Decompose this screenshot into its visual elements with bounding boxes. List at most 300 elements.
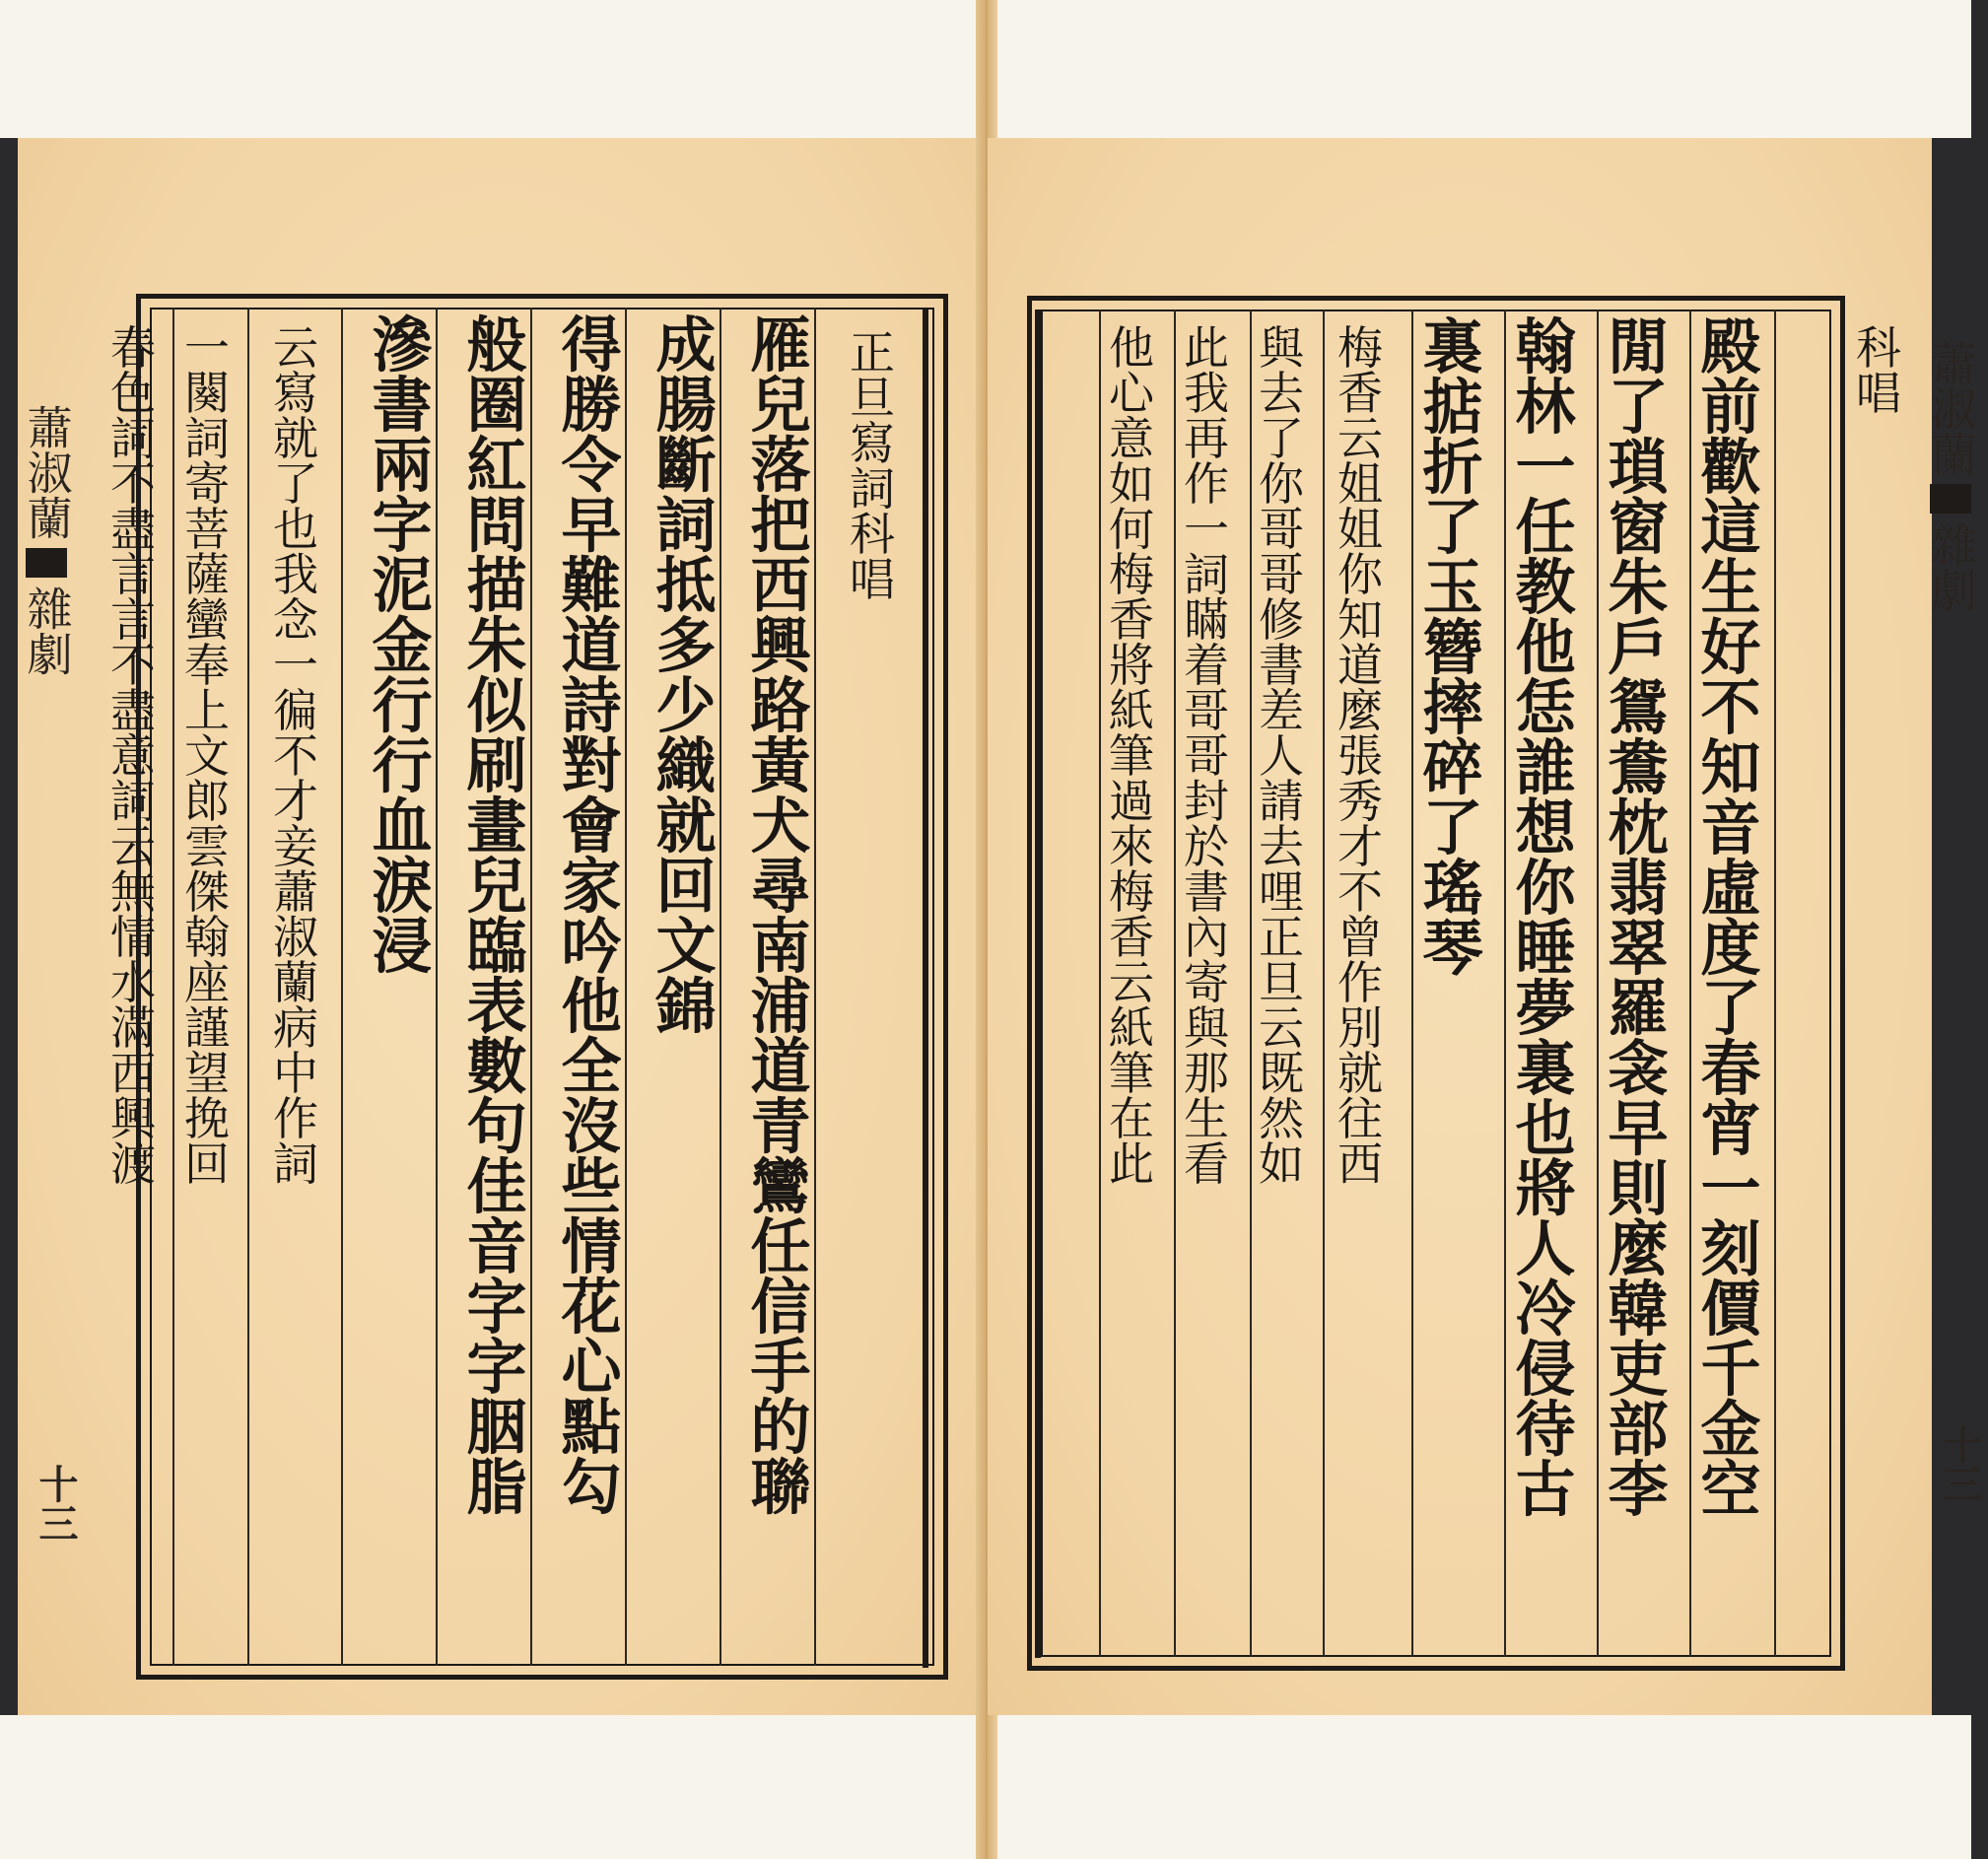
glyph: 正	[1259, 911, 1316, 964]
glyph: 哥	[1259, 548, 1316, 601]
glyph: 在	[1109, 1092, 1166, 1145]
glyph: 臨	[466, 912, 533, 982]
glyph: 沒	[561, 1092, 628, 1162]
text-column	[1597, 312, 1685, 1525]
glyph: 了	[1422, 793, 1489, 863]
column-rule	[1174, 310, 1176, 1657]
glyph: 錦	[655, 972, 722, 1042]
glyph: 一	[1184, 503, 1241, 556]
glyph: 旦	[1259, 956, 1316, 1009]
glyph: 恁	[1515, 673, 1582, 743]
spine-genre-text: 雜劇	[1924, 521, 1978, 612]
glyph: 韓	[1608, 1274, 1675, 1344]
text-column	[104, 321, 173, 1191]
glyph: 才	[273, 775, 330, 828]
glyph: 心	[561, 1333, 628, 1403]
glyph: 脂	[466, 1453, 533, 1523]
glyph: 意	[110, 729, 168, 783]
glyph: 色	[110, 367, 168, 420]
glyph: 挽	[184, 1092, 241, 1145]
glyph: 碎	[1422, 733, 1489, 803]
glyph: 雁	[750, 310, 817, 380]
glyph: 回	[184, 1137, 241, 1191]
glyph: 唱	[1856, 367, 1913, 420]
left-page-number: 十三	[33, 1464, 79, 1543]
right-spine-title	[1926, 340, 1976, 612]
text-column	[645, 310, 733, 1042]
glyph: 閒	[1608, 312, 1675, 382]
glyph: 任	[1515, 493, 1582, 563]
glyph: 曾	[1337, 911, 1395, 964]
glyph: 不	[110, 457, 168, 511]
glyph: 成	[655, 310, 722, 380]
glyph: 斷	[655, 431, 722, 501]
glyph: 抵	[655, 551, 722, 621]
glyph: 何	[1109, 503, 1166, 556]
glyph: 信	[750, 1273, 817, 1343]
glyph: 得	[561, 310, 628, 380]
glyph: 花	[561, 1273, 628, 1343]
glyph: 他	[1109, 321, 1166, 375]
column-rule	[1099, 310, 1101, 1657]
glyph: 玉	[1422, 553, 1489, 623]
glyph: 紅	[466, 431, 533, 501]
glyph: 西	[1337, 1137, 1395, 1191]
glyph: 前	[1700, 373, 1767, 443]
glyph: 姐	[1337, 503, 1395, 556]
glyph: 不	[273, 729, 330, 783]
glyph: 人	[1259, 729, 1316, 783]
glyph: 你	[1515, 854, 1582, 924]
glyph: 黃	[750, 731, 817, 801]
glyph: 中	[273, 1047, 330, 1100]
glyph: 數	[466, 1032, 533, 1102]
text-column	[1411, 312, 1500, 984]
glyph: 侵	[1515, 1335, 1582, 1405]
glyph: 哥	[1259, 503, 1316, 556]
glyph: 春	[110, 321, 168, 375]
glyph: 空	[1700, 1455, 1767, 1525]
glyph: 我	[273, 548, 330, 601]
glyph: 詞	[1184, 548, 1241, 601]
glyph: 尋	[750, 852, 817, 922]
glyph: 般	[466, 310, 533, 380]
glyph: 會	[561, 792, 628, 861]
glyph: 如	[1259, 1137, 1316, 1191]
glyph: 兩	[372, 431, 439, 501]
glyph: 文	[655, 912, 722, 982]
glyph: 行	[372, 671, 439, 741]
glyph: 回	[655, 852, 722, 922]
glyph: 別	[1337, 1001, 1395, 1055]
glyph: 掂	[1422, 373, 1489, 443]
glyph: 梅	[1109, 865, 1166, 919]
glyph: 着	[1184, 639, 1241, 692]
glyph: 妾	[273, 820, 330, 873]
glyph: 少	[655, 671, 722, 741]
glyph: 羅	[1608, 974, 1675, 1044]
glyph: 金	[372, 611, 439, 681]
glyph: 一	[184, 321, 241, 375]
glyph: 教	[1515, 553, 1582, 623]
glyph: 似	[466, 671, 533, 741]
glyph: 一	[273, 639, 330, 692]
glyph: 金	[1700, 1395, 1767, 1465]
glyph: 內	[1184, 911, 1241, 964]
glyph: 望	[184, 1047, 241, 1100]
glyph: 於	[1184, 820, 1241, 873]
glyph: 裏	[1515, 1034, 1582, 1104]
glyph: 早	[1608, 1094, 1675, 1164]
glyph: 既	[1259, 1047, 1316, 1100]
glyph: 早	[561, 491, 628, 561]
glyph: 詞	[273, 1137, 330, 1191]
glyph: 雲	[184, 820, 241, 873]
glyph: 胭	[466, 1393, 533, 1463]
glyph: 畫	[466, 792, 533, 861]
glyph: 不	[1337, 865, 1395, 919]
glyph: 無	[110, 865, 168, 919]
glyph: 圈	[466, 371, 533, 441]
glyph: 道	[750, 1032, 817, 1102]
glyph: 作	[1184, 457, 1241, 511]
left-spine-title	[22, 404, 72, 676]
text-column	[739, 310, 828, 1523]
glyph: 姐	[1337, 457, 1395, 511]
glyph: 夢	[1515, 974, 1582, 1044]
glyph: 請	[1259, 775, 1316, 828]
glyph: 往	[1337, 1092, 1395, 1145]
glyph: 薩	[184, 548, 241, 601]
glyph: 簪	[1422, 613, 1489, 683]
glyph: 了	[1422, 493, 1489, 563]
glyph: 文	[184, 729, 241, 783]
glyph: 筆	[1109, 729, 1166, 783]
glyph: 睡	[1515, 914, 1582, 984]
glyph: 正	[850, 326, 907, 379]
glyph: 鸞	[750, 1152, 817, 1222]
glyph: 云	[1109, 956, 1166, 1009]
glyph: 任	[750, 1212, 817, 1282]
glyph: 血	[372, 792, 439, 861]
glyph: 翰	[184, 911, 241, 964]
glyph: 意	[1109, 412, 1166, 465]
spine-genre-text: 雜劇	[20, 585, 74, 676]
glyph: 道	[1337, 639, 1395, 692]
glyph: 西	[750, 551, 817, 621]
glyph: 這	[1700, 493, 1767, 563]
glyph: 生	[1184, 1092, 1241, 1145]
spine-title-text: 蕭淑蘭	[20, 404, 74, 540]
glyph: 渡	[110, 1137, 168, 1191]
glyph: 則	[1608, 1154, 1675, 1224]
glyph: 郎	[184, 775, 241, 828]
glyph: 興	[110, 1092, 168, 1145]
glyph: 此	[1184, 321, 1241, 375]
glyph: 殿	[1700, 312, 1767, 382]
glyph: 朱	[1608, 553, 1675, 623]
glyph: 與	[1184, 1001, 1241, 1055]
glyph: 問	[466, 491, 533, 561]
glyph: 盡	[110, 503, 168, 556]
glyph: 字	[466, 1273, 533, 1343]
glyph: 表	[466, 972, 533, 1042]
glyph: 腸	[655, 371, 722, 441]
glyph: 香	[1109, 593, 1166, 647]
right-page	[988, 138, 1983, 1715]
glyph: 手	[750, 1333, 817, 1403]
glyph: 虛	[1700, 854, 1767, 924]
glyph: 詩	[561, 671, 628, 741]
glyph: 勝	[561, 371, 628, 441]
glyph: 將	[1515, 1154, 1582, 1224]
glyph: 詞	[184, 412, 241, 465]
glyph: 將	[1109, 639, 1166, 692]
glyph: 行	[372, 731, 439, 801]
glyph: 翡	[1608, 854, 1675, 924]
glyph: 蠻	[184, 593, 241, 647]
glyph: 了	[1700, 974, 1767, 1044]
glyph: 摔	[1422, 673, 1489, 743]
glyph: 琴	[1422, 914, 1489, 984]
glyph: 想	[1515, 793, 1582, 863]
text-column	[550, 310, 639, 1523]
glyph: 寫	[273, 367, 330, 420]
glyph: 淑	[273, 911, 330, 964]
text-column	[1504, 312, 1593, 1525]
glyph: 梅	[1337, 321, 1395, 375]
glyph: 全	[561, 1032, 628, 1102]
glyph: 作	[1337, 956, 1395, 1009]
glyph: 徧	[273, 684, 330, 737]
glyph: 些	[561, 1152, 628, 1222]
glyph: 宵	[1700, 1094, 1767, 1164]
text-column	[1327, 321, 1405, 1191]
glyph: 鴦	[1608, 733, 1675, 803]
glyph: 香	[1109, 911, 1166, 964]
glyph: 翰	[1515, 312, 1582, 382]
glyph: 織	[655, 731, 722, 801]
glyph: 句	[466, 1092, 533, 1162]
right-fishtail-bar	[1035, 310, 1041, 1658]
glyph: 李	[1608, 1455, 1675, 1525]
glyph: 落	[750, 431, 817, 501]
glyph: 詞	[850, 462, 907, 516]
glyph: 闋	[184, 367, 241, 420]
glyph: 歡	[1700, 433, 1767, 503]
glyph: 秀	[1337, 775, 1395, 828]
text-column	[844, 326, 913, 606]
glyph: 言	[110, 593, 168, 647]
glyph: 座	[184, 956, 241, 1009]
glyph: 字	[466, 1333, 533, 1403]
left-fishtail-bar	[923, 308, 928, 1668]
glyph: 音	[466, 1212, 533, 1282]
glyph: 林	[1515, 373, 1582, 443]
glyph: 去	[1259, 367, 1316, 420]
glyph: 謹	[184, 1001, 241, 1055]
glyph: 犬	[750, 792, 817, 861]
glyph: 對	[561, 731, 628, 801]
glyph: 過	[1109, 775, 1166, 828]
text-column	[361, 310, 449, 982]
glyph: 科	[850, 508, 907, 561]
glyph: 如	[1109, 457, 1166, 511]
glyph: 裏	[1422, 312, 1489, 382]
glyph: 傑	[184, 865, 241, 919]
glyph: 哩	[1259, 865, 1316, 919]
glyph: 浦	[750, 972, 817, 1042]
glyph: 云	[1337, 412, 1395, 465]
glyph: 你	[1337, 548, 1395, 601]
glyph: 他	[561, 972, 628, 1042]
glyph: 點	[561, 1393, 628, 1463]
glyph: 刷	[466, 731, 533, 801]
glyph: 麼	[1608, 1214, 1675, 1284]
glyph: 生	[1700, 553, 1767, 623]
glyph: 封	[1184, 775, 1241, 828]
glyph: 就	[655, 792, 722, 861]
glyph: 了	[1608, 373, 1675, 443]
glyph: 麼	[1337, 684, 1395, 737]
glyph: 兒	[750, 371, 817, 441]
margin-note	[1855, 321, 1914, 420]
glyph: 我	[1184, 367, 1241, 420]
glyph: 朱	[466, 611, 533, 681]
glyph: 再	[1184, 412, 1241, 465]
glyph: 人	[1515, 1214, 1582, 1284]
glyph: 了	[273, 457, 330, 511]
glyph: 病	[273, 1001, 330, 1055]
glyph: 也	[273, 503, 330, 556]
left-page	[18, 138, 984, 1715]
glyph: 的	[750, 1393, 817, 1463]
text-column	[455, 310, 544, 1523]
glyph: 千	[1700, 1335, 1767, 1405]
glyph: 吏	[1608, 1335, 1675, 1405]
glyph: 奉	[184, 639, 241, 692]
glyph: 唱	[850, 553, 907, 606]
glyph: 就	[273, 412, 330, 465]
glyph: 不	[110, 639, 168, 692]
text-column	[1252, 321, 1323, 1191]
glyph: 然	[1259, 1092, 1316, 1145]
glyph: 去	[1259, 820, 1316, 873]
glyph: 好	[1700, 613, 1767, 683]
glyph: 瑣	[1608, 433, 1675, 503]
glyph: 云	[1259, 1001, 1316, 1055]
glyph: 作	[273, 1092, 330, 1145]
glyph: 鴛	[1608, 673, 1675, 743]
glyph: 多	[655, 611, 722, 681]
glyph: 家	[561, 852, 628, 922]
glyph: 西	[110, 1047, 168, 1100]
text-column	[1177, 321, 1248, 1191]
column-rule	[1323, 310, 1325, 1657]
glyph: 浸	[372, 912, 439, 982]
glyph: 佳	[466, 1152, 533, 1222]
glyph: 把	[750, 491, 817, 561]
glyph: 才	[1337, 820, 1395, 873]
glyph: 書	[1259, 639, 1316, 692]
glyph: 情	[110, 911, 168, 964]
glyph: 令	[561, 431, 628, 501]
text-column	[173, 321, 252, 1191]
text-column	[1102, 321, 1173, 1191]
glyph: 情	[561, 1212, 628, 1282]
glyph: 聯	[750, 1453, 817, 1523]
glyph: 青	[750, 1092, 817, 1162]
glyph: 難	[561, 551, 628, 621]
glyph: 盡	[110, 684, 168, 737]
glyph: 詞	[655, 491, 722, 561]
glyph: 差	[1259, 684, 1316, 737]
glyph: 滿	[110, 1001, 168, 1055]
glyph: 瞞	[1184, 593, 1241, 647]
glyph: 菩	[184, 503, 241, 556]
right-page-number: 十三	[1937, 1424, 1983, 1503]
glyph: 科	[1856, 321, 1913, 375]
glyph: 路	[750, 671, 817, 741]
glyph: 書	[1184, 865, 1241, 919]
glyph: 了	[1259, 412, 1316, 465]
glyph: 描	[466, 551, 533, 621]
black-block-mark	[1930, 484, 1971, 514]
glyph: 也	[1515, 1094, 1582, 1164]
glyph: 古	[1515, 1455, 1582, 1525]
column-rule	[341, 308, 343, 1666]
glyph: 知	[1700, 733, 1767, 803]
glyph: 價	[1700, 1274, 1767, 1344]
glyph: 知	[1337, 593, 1395, 647]
glyph: 戶	[1608, 613, 1675, 683]
glyph: 一	[1515, 433, 1582, 503]
glyph: 云	[110, 820, 168, 873]
glyph: 紙	[1109, 1001, 1166, 1055]
glyph: 字	[372, 491, 439, 561]
glyph: 待	[1515, 1395, 1582, 1465]
glyph: 來	[1109, 820, 1166, 873]
glyph: 折	[1422, 433, 1489, 503]
glyph: 此	[1109, 1137, 1166, 1191]
glyph: 詞	[110, 775, 168, 828]
glyph: 書	[372, 371, 439, 441]
glyph: 紙	[1109, 684, 1166, 737]
text-column	[262, 321, 341, 1191]
glyph: 不	[1700, 673, 1767, 743]
spine-title-text: 蕭淑蘭	[1924, 340, 1978, 476]
glyph: 他	[1515, 613, 1582, 683]
glyph: 一	[1700, 1154, 1767, 1224]
glyph: 興	[750, 611, 817, 681]
glyph: 音	[1700, 793, 1767, 863]
glyph: 言	[110, 548, 168, 601]
glyph: 蕭	[273, 865, 330, 919]
glyph: 云	[273, 321, 330, 375]
glyph: 詞	[110, 412, 168, 465]
glyph: 修	[1259, 593, 1316, 647]
glyph: 道	[561, 611, 628, 681]
glyph: 水	[110, 956, 168, 1009]
glyph: 翠	[1608, 914, 1675, 984]
glyph: 香	[1337, 367, 1395, 420]
glyph: 南	[750, 912, 817, 982]
glyph: 泥	[372, 551, 439, 621]
glyph: 誰	[1515, 733, 1582, 803]
glyph: 念	[273, 593, 330, 647]
glyph: 筆	[1109, 1047, 1166, 1100]
glyph: 部	[1608, 1395, 1675, 1465]
